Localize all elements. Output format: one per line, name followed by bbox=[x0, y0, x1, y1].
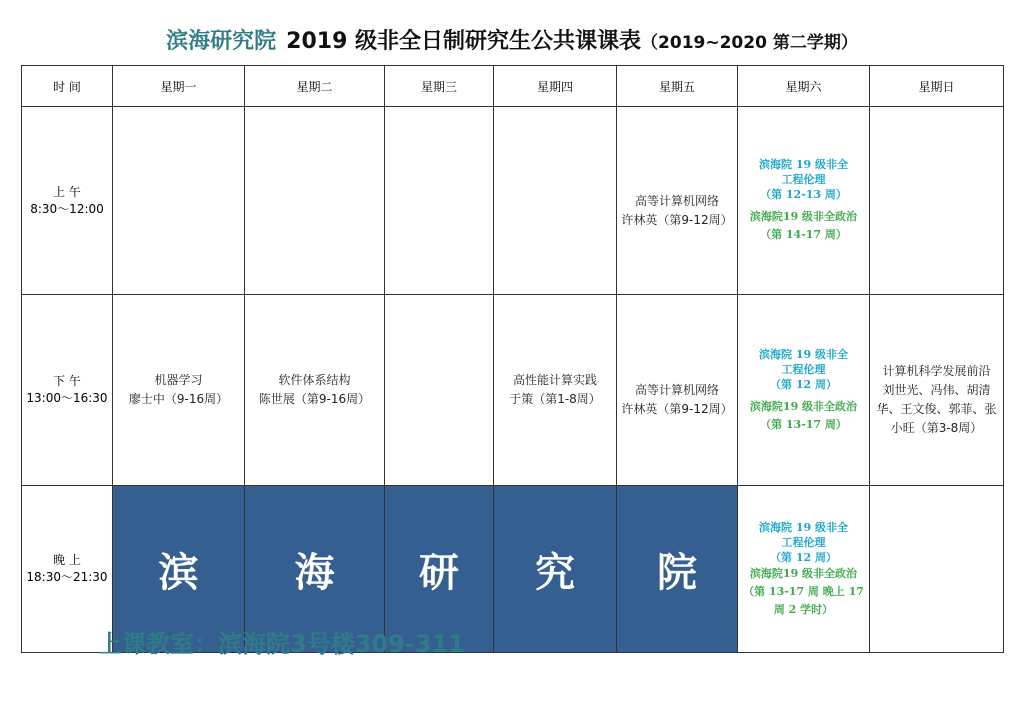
header-sunday: 星期日 bbox=[870, 66, 1004, 107]
ethics-line-2: 工程伦理 bbox=[781, 173, 826, 186]
politics-course bbox=[738, 208, 869, 244]
cell-sun-afternoon bbox=[870, 295, 1004, 486]
classroom-location: 上课教室：滨海院3号楼309-311 bbox=[98, 630, 465, 658]
header-monday: 星期一 bbox=[113, 66, 245, 107]
course-teacher: 许林英（第9-12周） bbox=[621, 402, 733, 416]
course-name: 高等计算机网络 bbox=[634, 383, 719, 397]
header-thursday: 星期四 bbox=[494, 66, 617, 107]
banner-char: 滨 bbox=[113, 486, 245, 653]
politics-course bbox=[738, 565, 869, 619]
time-cell-afternoon bbox=[22, 295, 113, 486]
ethics-line-1: 滨海院 19 级非全 bbox=[759, 158, 848, 171]
cell-fri-afternoon bbox=[617, 295, 738, 486]
banner-char: 海 bbox=[245, 486, 385, 653]
header-tuesday: 星期二 bbox=[245, 66, 385, 107]
politics-weeks: （第 14-17 周） bbox=[760, 228, 847, 241]
header-friday: 星期五 bbox=[617, 66, 738, 107]
cell-thu-morning bbox=[494, 107, 617, 295]
cell-sat-afternoon bbox=[738, 295, 870, 486]
cell-wed-morning bbox=[385, 107, 494, 295]
cell-sat-morning bbox=[738, 107, 870, 295]
ethics-course bbox=[738, 347, 869, 392]
table-row-afternoon bbox=[22, 295, 1004, 486]
time-period: 晚 上 bbox=[53, 553, 81, 567]
ethics-line-2: 工程伦理 bbox=[781, 362, 826, 376]
ethics-line-1: 滨海院 19 级非全 bbox=[759, 347, 848, 361]
politics-line-1: 滨海院19 级非全政治 bbox=[749, 210, 858, 223]
course-name: 计算机科学发展前沿 bbox=[882, 364, 991, 378]
course-name: 高性能计算实践 bbox=[512, 373, 597, 387]
course-teachers-3: 小旺（第3-8周） bbox=[890, 421, 983, 435]
cell-wed-afternoon bbox=[385, 295, 494, 486]
cell-tue-afternoon bbox=[245, 295, 385, 486]
ethics-course bbox=[738, 157, 869, 202]
ethics-line-1: 滨海院 19 级非全 bbox=[759, 520, 848, 534]
course-name: 软件体系结构 bbox=[278, 373, 351, 387]
header-row bbox=[22, 66, 1004, 107]
course-name: 高等计算机网络 bbox=[634, 193, 719, 208]
politics-weeks: （第 13-17 周） bbox=[760, 417, 847, 431]
politics-weeks: （第 13-17 周 晚上 17 bbox=[743, 584, 864, 598]
ethics-weeks: （第 12-13 周） bbox=[760, 188, 847, 201]
page-title bbox=[0, 24, 1024, 55]
title-term: （2019~2020 第二学期） bbox=[641, 33, 858, 53]
politics-line-1: 滨海院19 级非全政治 bbox=[749, 399, 858, 413]
table-row-morning bbox=[22, 107, 1004, 295]
banner-char: 究 bbox=[494, 486, 617, 653]
cell-thu-afternoon bbox=[494, 295, 617, 486]
cell-fri-morning bbox=[617, 107, 738, 295]
course-teacher: 于策（第1-8周） bbox=[509, 392, 601, 406]
politics-hours: 周 2 学时） bbox=[773, 602, 834, 616]
ethics-course bbox=[738, 520, 869, 565]
course-teacher: 陈世展（第9-16周） bbox=[258, 392, 371, 406]
header-time: 时 间 bbox=[22, 66, 113, 107]
cell-mon-morning bbox=[113, 107, 245, 295]
course-teachers-1: 刘世光、冯伟、胡清 bbox=[882, 383, 991, 397]
schedule-table bbox=[21, 65, 1004, 653]
time-period: 上 午 bbox=[53, 184, 81, 199]
time-range: 18:30～21:30 bbox=[26, 570, 108, 584]
ethics-weeks: （第 12 周） bbox=[770, 377, 837, 391]
cell-sat-evening bbox=[738, 486, 870, 653]
title-org: 滨海研究院 bbox=[166, 29, 277, 54]
cell-tue-morning bbox=[245, 107, 385, 295]
time-period: 下 午 bbox=[53, 374, 81, 388]
banner-char: 院 bbox=[617, 486, 738, 653]
header-wednesday: 星期三 bbox=[385, 66, 494, 107]
time-range: 8:30～12:00 bbox=[30, 201, 104, 216]
ethics-weeks: （第 12 周） bbox=[770, 550, 837, 564]
title-main: 2019 级非全日制研究生公共课课表 bbox=[286, 29, 642, 54]
ethics-line-2: 工程伦理 bbox=[781, 535, 826, 549]
time-range: 13:00～16:30 bbox=[26, 391, 108, 405]
time-cell-morning bbox=[22, 107, 113, 295]
header-saturday: 星期六 bbox=[738, 66, 870, 107]
course-teacher: 廖士中（9-16周） bbox=[128, 392, 229, 406]
politics-course bbox=[738, 398, 869, 434]
cell-sun-morning bbox=[870, 107, 1004, 295]
cell-sun-evening bbox=[870, 486, 1004, 653]
politics-line-1: 滨海院19 级非全政治 bbox=[749, 566, 858, 580]
course-teachers-2: 华、王文俊、郭菲、张 bbox=[876, 402, 997, 416]
banner-char: 研 bbox=[385, 486, 494, 653]
course-name: 机器学习 bbox=[154, 373, 203, 387]
cell-mon-afternoon bbox=[113, 295, 245, 486]
course-teacher: 许林英（第9-12周） bbox=[621, 212, 733, 227]
